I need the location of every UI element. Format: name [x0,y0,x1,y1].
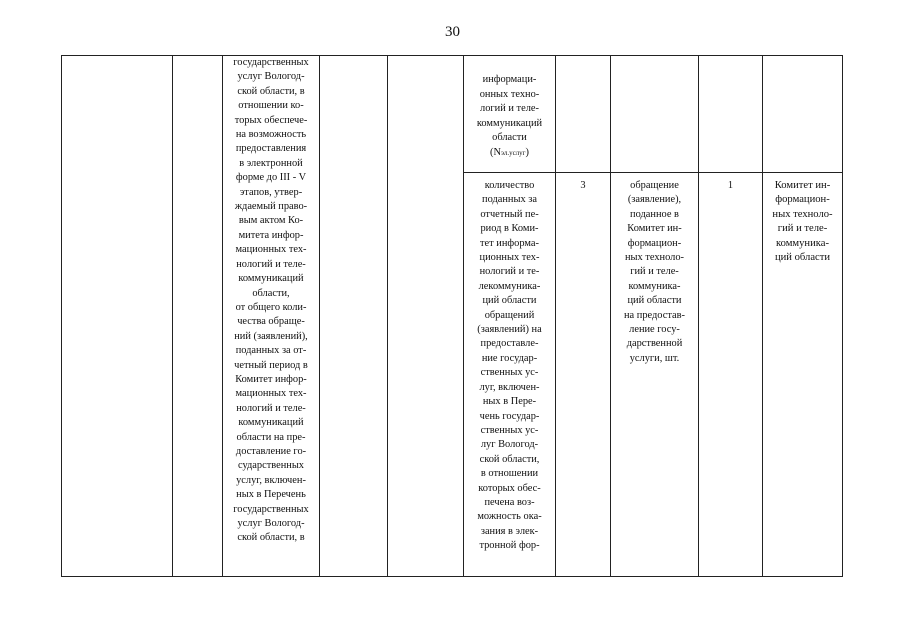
cell-row2-responsible: Комитет ин- формацион- ных техноло- гий и теле- коммуника- ций области [772,180,833,264]
cell-row2-indicator: количество поданных за отчетный пе- риод в Коми- тет информа- ционных тех- нологий и те- лекоммуника- ций области обращений (заявлений) на предоставле- ние государ- ственных ус- луг, включен- ных в Пере- чень государ- ственных ус- луг Вологод- ской области, в отношении которых обес- печена воз- можность ока- зания в элек- тронной фор- [477,180,542,552]
table-col-divider [698,55,699,576]
table-col-divider [172,55,173,576]
table-border-right [842,55,843,576]
formula-label: (Nэл.услуг) [489,147,530,159]
cell-row2-unit: обращение (заявление), поданное в Комитет ин- формацион- ных техноло- гий и теле- коммуника- ций области на предостав- ление госу- дарственной услуги, шт. [624,180,685,364]
page-number: 30 [445,24,460,40]
table-col-divider [555,55,556,576]
formula-subscript: эл.услуг [500,149,526,158]
cell-row1-indicator-text: информаци- онных техно- логий и теле- коммуникаций области [476,74,543,144]
table-col-divider [319,55,320,576]
table-border-left [61,55,62,576]
table-col-divider [762,55,763,576]
cell-row2-count: 1 [727,180,734,191]
table-col-divider [387,55,388,576]
cell-row1-indicator [464,59,555,175]
cell-row2-value: 3 [580,180,586,191]
cell-criteria-description: государственных услуг Вологод- ской области, в отношении ко- торых обеспече- на возможность предоставления в электронной форме до III - V этапов, утвер- ждаемый право- вым актом Ко- митета инфор- мационных тех- нологий и теле- коммуникаций области, от общего коли- чества обраще- ний (заявлений), поданных за от- четный период в Комитет инфор- мационных тех- нологий и теле- коммуникаций области на пре- доставление го- сударственных услуг, включен- ных в Перечень государственных услуг Вологод- ской области, в [233,57,309,544]
table-border-bottom [61,576,843,577]
table-border-top [61,55,843,56]
